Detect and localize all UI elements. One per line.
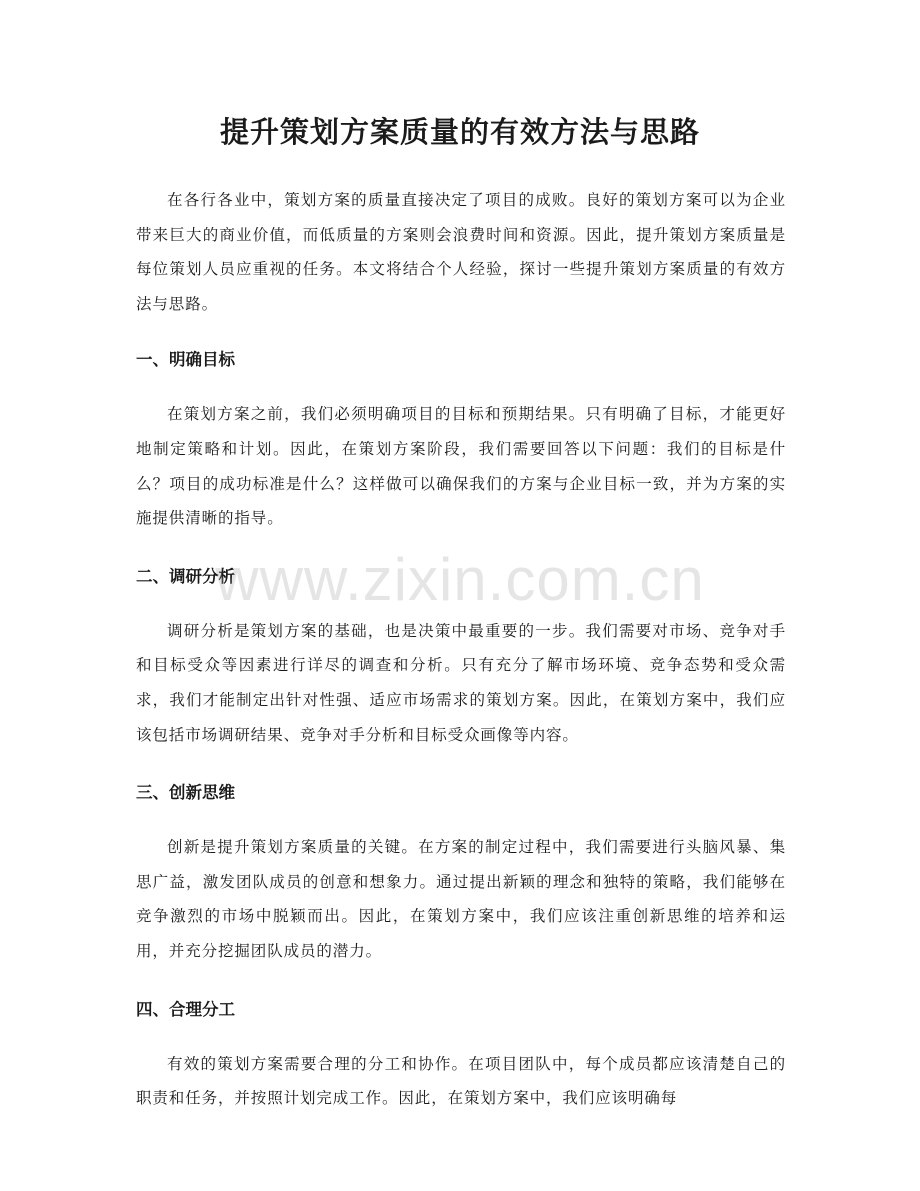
section-paragraph-1: 在策划方案之前，我们必须明确项目的目标和预期结果。只有明确了目标，才能更好地制定策略和计划。因此，在策划方案阶段，我们需要回答以下问题：我们的目标是什么？项目的成功标准是什么？这样做可以确保我们的方案与企业目标一致，并为方案的实施提供清晰的指导。 — [136, 405, 786, 528]
section-heading-2: 二、调研分析 — [136, 566, 235, 586]
section-paragraph-4: 有效的策划方案需要合理的分工和协作。在项目团队中，每个成员都应该清楚自己的职责和任务，并按照计划完成工作。因此，在策划方案中，我们应该明确每 — [136, 1054, 786, 1108]
section-heading-4: 四、合理分工 — [136, 999, 235, 1019]
document-title: 提升策划方案质量的有效方法与思路 — [219, 115, 700, 149]
section-paragraph-3: 创新是提升策划方案质量的关键。在方案的制定过程中，我们需要进行头脑风暴、集思广益，激发团队成员的创意和想象力。通过提出新颖的理念和独特的策略，我们能够在竞争激烈的市场中脱颖而出。因此，在策划方案中，我们应该注重创新思维的培养和运用，并充分挖掘团队成员的潜力。 — [136, 838, 786, 960]
section-heading-1: 一、明确目标 — [136, 350, 235, 370]
section-heading-3: 三、创新思维 — [136, 783, 235, 803]
document-body — [136, 183, 786, 1116]
intro-paragraph: 在各行各业中，策划方案的质量直接决定了项目的成败。良好的策划方案可以为企业带来巨大的商业价值，而低质量的方案则会浪费时间和资源。因此，提升策划方案质量是每位策划人员应重视的任务。本文将结合个人经验，探讨一些提升策划方案质量的有效方法与思路。 — [136, 191, 786, 313]
section-paragraph-2: 调研分析是策划方案的基础，也是决策中最重要的一步。我们需要对市场、竞争对手和目标受众等因素进行详尽的调查和分析。只有充分了解市场环境、竞争态势和受众需求，我们才能制定出针对性强、适应市场需求的策划方案。因此，在策划方案中，我们应该包括市场调研结果、竞争对手分析和目标受众画像等内容。 — [136, 621, 786, 744]
watermark-text: www.zixin.com.cn — [215, 546, 705, 613]
